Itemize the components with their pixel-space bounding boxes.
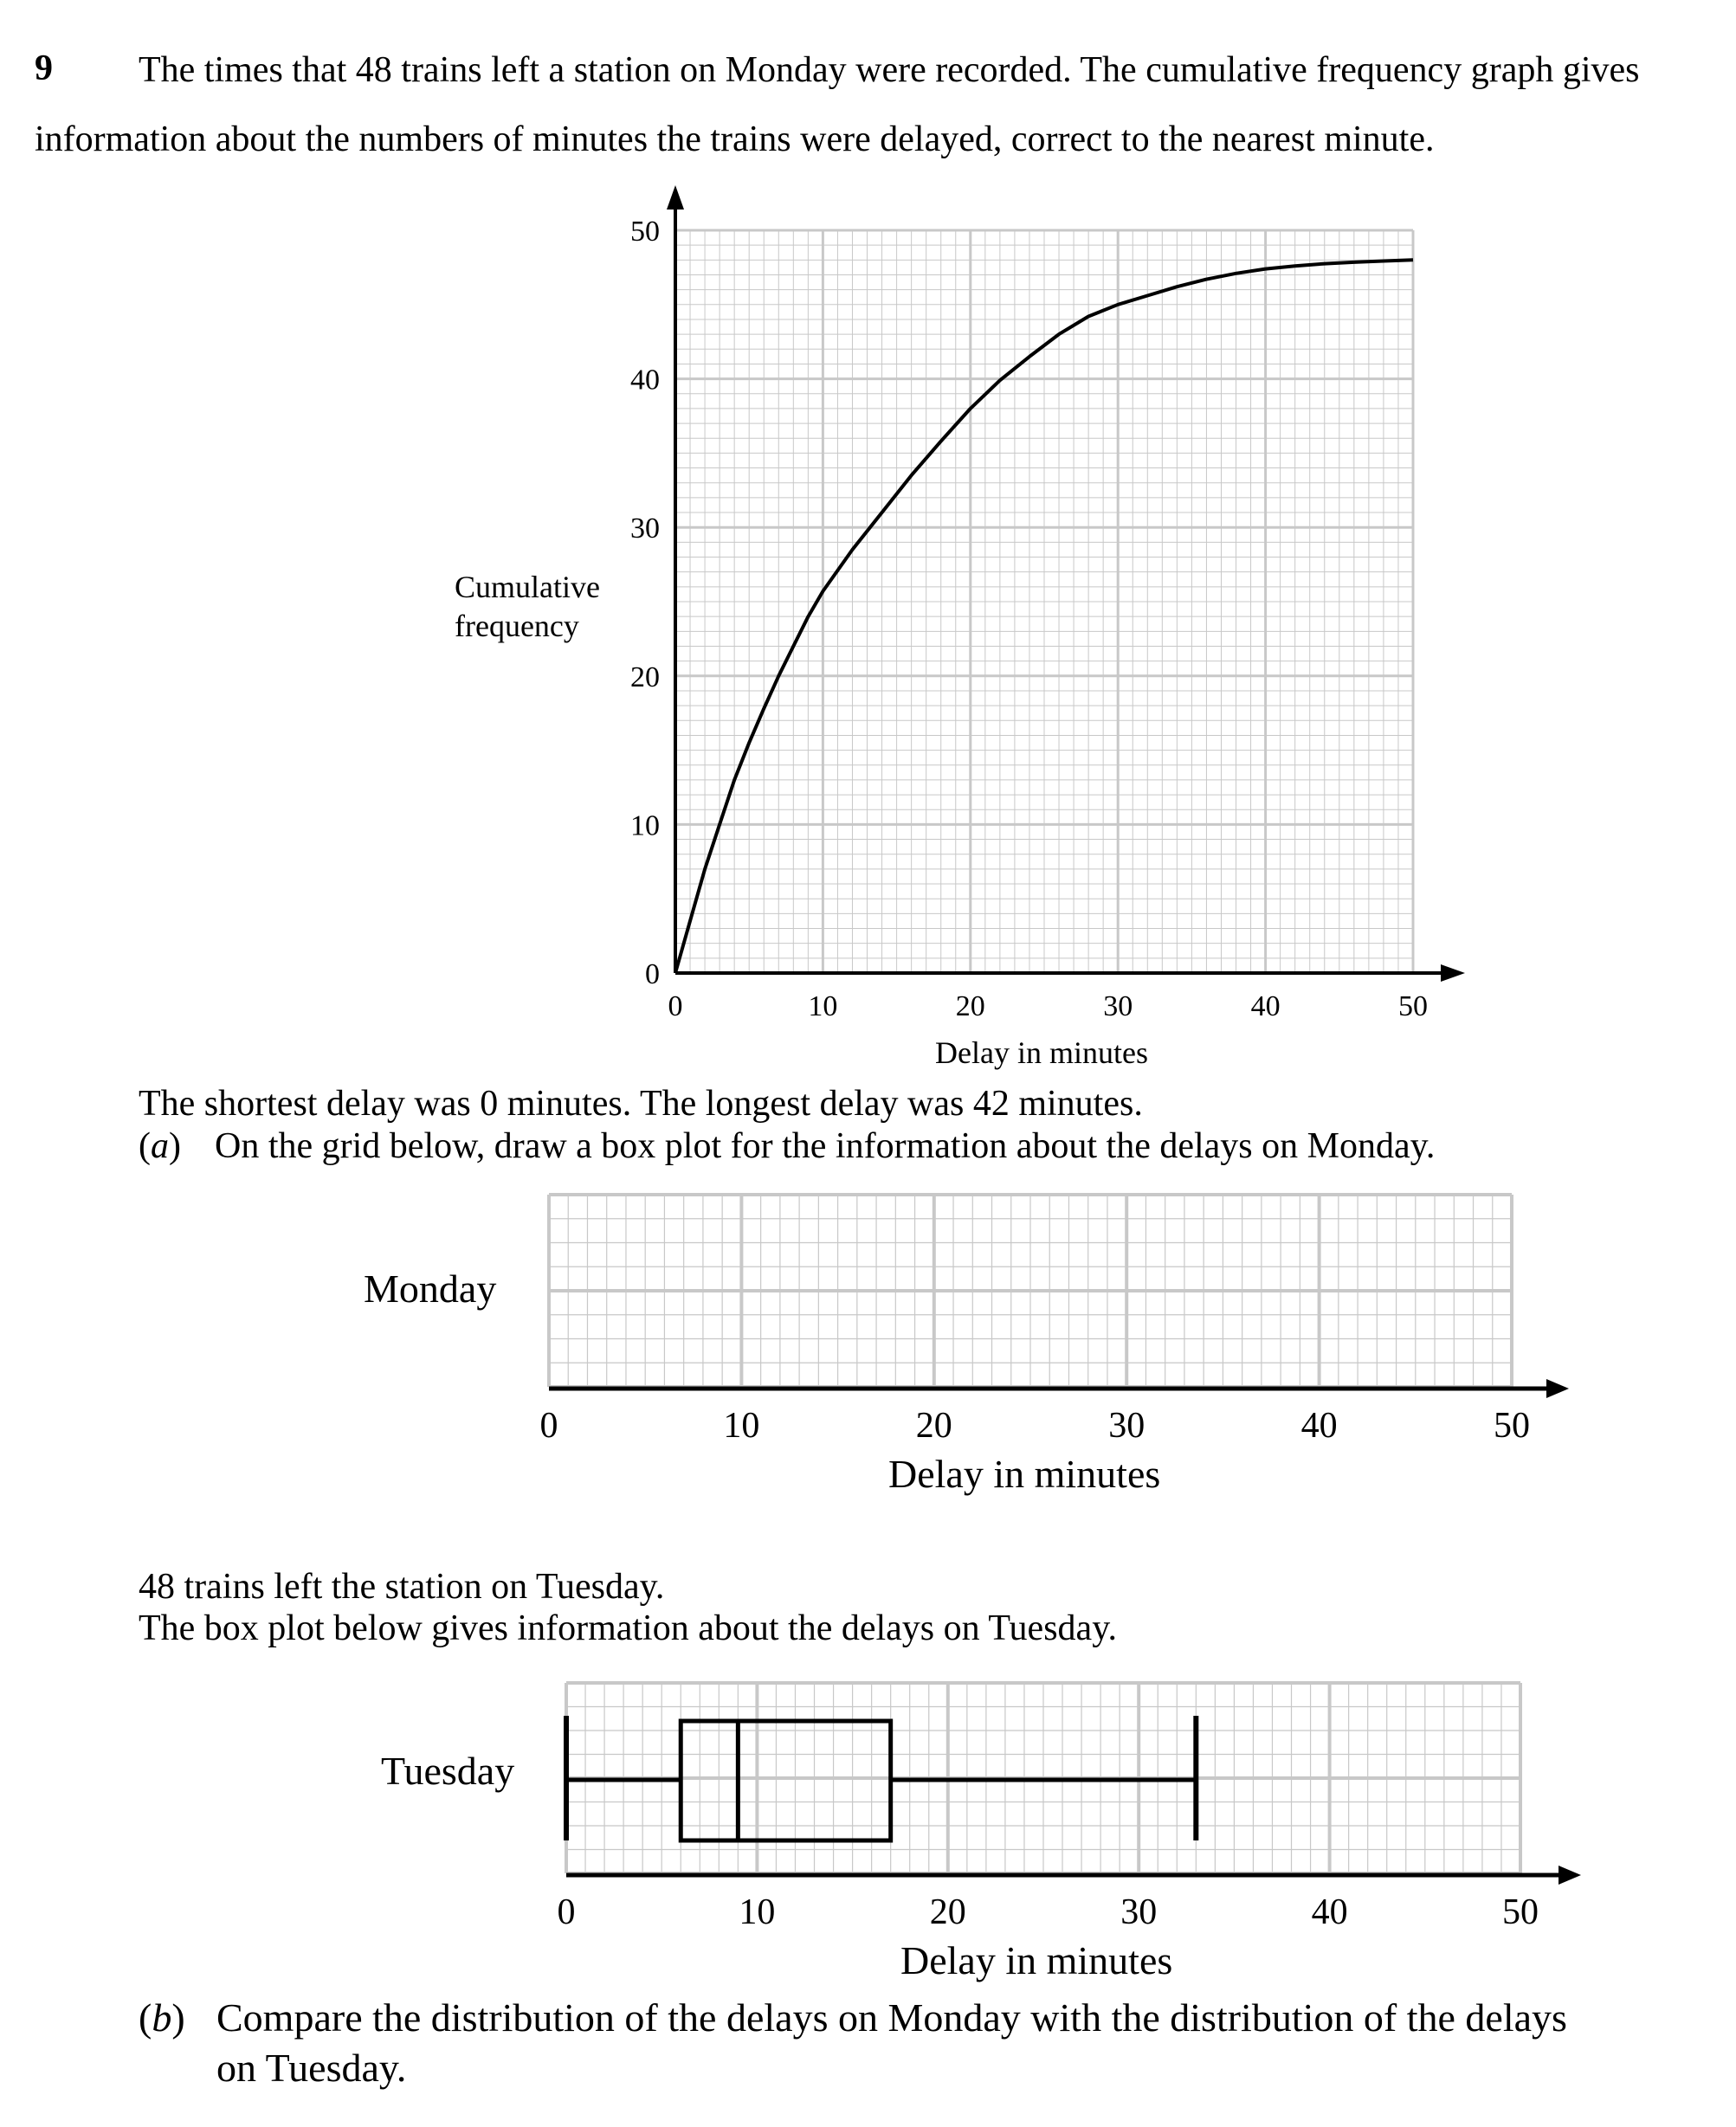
x-axis-arrow <box>1546 1379 1569 1398</box>
part-a-label: a <box>151 1126 169 1166</box>
cf-xlabel: Delay in minutes <box>935 1035 1148 1070</box>
x-tick-label: 30 <box>1120 1892 1158 1932</box>
x-tick-label: 40 <box>1300 1406 1338 1446</box>
y-tick-label: 10 <box>630 809 660 842</box>
x-tick-label: 40 <box>1311 1892 1348 1932</box>
intro-line-2: information about the numbers of minutes the trains were delayed, correct to the nearest minute. <box>35 119 1435 159</box>
x-tick-label: 20 <box>915 1406 952 1446</box>
x-tick-label: 20 <box>955 990 985 1022</box>
intro-line-1: The times that 48 trains left a station on Monday were recorded. The cumulative frequency graph gives <box>139 50 1640 90</box>
y-tick-label: 30 <box>630 512 660 545</box>
tuesday-line-1: 48 trains left the station on Tuesday. <box>139 1567 665 1607</box>
monday-box-plot-grid <box>540 1195 1570 1446</box>
x-tick-label: 30 <box>1103 990 1133 1022</box>
x-axis-arrow <box>1559 1866 1581 1885</box>
x-tick-label: 0 <box>557 1892 576 1932</box>
x-tick-label: 50 <box>1502 1892 1539 1932</box>
tuesday-box-plot <box>558 1683 1582 1932</box>
x-tick-label: 20 <box>929 1892 966 1932</box>
part-b-line-2: on Tuesday. <box>216 2046 407 2090</box>
cf-ylabel-line1: Cumulative <box>455 570 600 604</box>
part-a-text: On the grid below, draw a box plot for the information about the delays on Monday. <box>215 1126 1436 1166</box>
x-tick-label: 0 <box>539 1406 558 1446</box>
part-a-line: (a) <box>139 1126 181 1166</box>
x-tick-label: 30 <box>1108 1406 1146 1446</box>
monday-label: Monday <box>364 1267 497 1311</box>
y-tick-label: 20 <box>630 661 660 693</box>
interquartile-box <box>681 1721 890 1840</box>
tuesday-label: Tuesday <box>381 1749 515 1793</box>
part-b-line-1: Compare the distribution of the delays on Monday with the distribution of the delays <box>216 1995 1567 2040</box>
x-tick-label: 10 <box>808 990 838 1022</box>
x-axis-arrow <box>1441 964 1465 982</box>
x-tick-label: 0 <box>668 990 683 1022</box>
y-tick-label: 0 <box>645 958 660 990</box>
cf-ylabel-line2: frequency <box>455 609 579 643</box>
x-tick-label: 10 <box>723 1406 760 1446</box>
tuesday-line-2: The box plot below gives information about the delays on Tuesday. <box>139 1608 1117 1648</box>
x-tick-label: 40 <box>1250 990 1281 1022</box>
y-tick-label: 50 <box>630 216 660 248</box>
tuesday-xlabel: Delay in minutes <box>900 1938 1173 1982</box>
x-tick-label: 50 <box>1494 1406 1530 1446</box>
y-tick-label: 40 <box>630 364 660 396</box>
monday-xlabel: Delay in minutes <box>888 1452 1161 1496</box>
question-number: 9 <box>35 48 53 88</box>
part-b-label: b <box>152 1995 172 2040</box>
x-tick-label: 50 <box>1398 990 1428 1022</box>
shortest-longest-text: The shortest delay was 0 minutes. The longest delay was 42 minutes. <box>139 1084 1143 1124</box>
cumulative-frequency-graph <box>630 185 1465 1022</box>
x-tick-label: 10 <box>739 1892 776 1932</box>
y-axis-arrow <box>667 185 684 209</box>
part-b-line: (b) <box>139 1995 185 2040</box>
